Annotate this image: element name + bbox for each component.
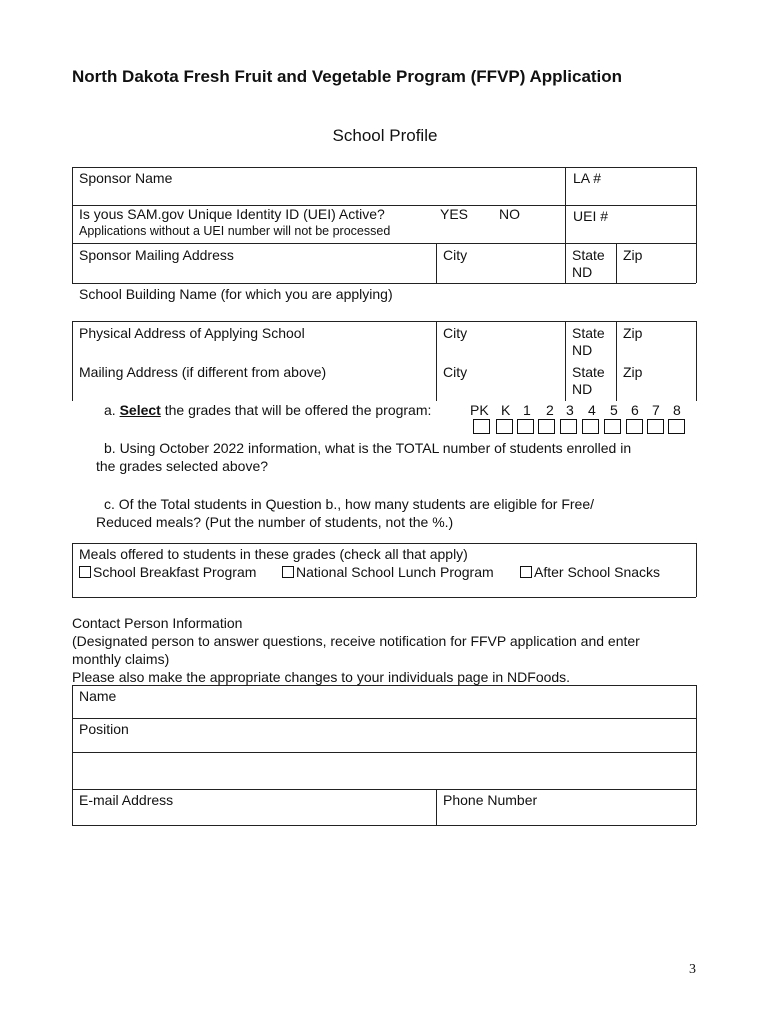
state-value: ND bbox=[572, 342, 593, 358]
question-a-prefix: a. bbox=[104, 402, 116, 418]
sponsor-mailing-address-label: Sponsor Mailing Address bbox=[79, 247, 234, 263]
meals-heading: Meals offered to students in these grades (check all that apply) bbox=[79, 546, 468, 562]
meal-option-label: After School Snacks bbox=[534, 564, 661, 580]
contact-heading: Contact Person Information bbox=[72, 615, 243, 631]
uei-no-option[interactable]: NO bbox=[499, 206, 520, 222]
grade-checkbox-5[interactable] bbox=[604, 419, 621, 434]
grade-label-5: 5 bbox=[610, 402, 618, 418]
zip-label: Zip bbox=[623, 247, 643, 263]
state-label: State bbox=[572, 247, 605, 263]
uei-question: Is yous SAM.gov Unique Identity ID (UEI) Active? bbox=[79, 206, 385, 222]
contact-phone-label: Phone Number bbox=[443, 792, 538, 808]
grade-label-6: 6 bbox=[631, 402, 639, 418]
contact-email-label: E-mail Address bbox=[79, 792, 174, 808]
checkbox-icon[interactable] bbox=[520, 566, 532, 578]
grade-label-k: K bbox=[501, 402, 511, 418]
grade-checkbox-3[interactable] bbox=[560, 419, 577, 434]
state-label: State bbox=[572, 325, 605, 341]
question-b-line2: the grades selected above? bbox=[96, 458, 269, 474]
city-label: City bbox=[443, 247, 468, 263]
uei-yes-option[interactable]: YES bbox=[440, 206, 469, 222]
city-label: City bbox=[443, 325, 468, 341]
page-title: North Dakota Fresh Fruit and Vegetable Program (FFVP) Application bbox=[72, 67, 623, 86]
zip-label: Zip bbox=[623, 364, 643, 380]
uei-note: Applications without a UEI number will not be processed bbox=[79, 224, 391, 238]
question-c-line2: Reduced meals? (Put the number of students, not the %.) bbox=[96, 514, 454, 530]
question-a-select: Select bbox=[119, 402, 161, 418]
meal-option-snacks[interactable] bbox=[520, 564, 660, 580]
school-building-name-label: School Building Name (for which you are applying) bbox=[79, 286, 393, 302]
contact-position-label: Position bbox=[79, 721, 129, 737]
question-a bbox=[104, 402, 431, 418]
grade-label-1: 1 bbox=[523, 402, 531, 418]
grade-checkbox-pk[interactable] bbox=[473, 419, 490, 434]
physical-address-label: Physical Address of Applying School bbox=[79, 325, 305, 341]
grade-checkbox-k[interactable] bbox=[496, 419, 513, 434]
contact-name-label: Name bbox=[79, 688, 117, 704]
grade-label-8: 8 bbox=[673, 402, 681, 418]
question-c-line1: c. Of the Total students in Question b., how many students are eligible for Free/ bbox=[104, 496, 594, 512]
mailing-address-label: Mailing Address (if different from above) bbox=[79, 364, 327, 380]
grade-label-3: 3 bbox=[566, 402, 574, 418]
state-label: State bbox=[572, 364, 605, 380]
meal-option-breakfast[interactable] bbox=[79, 564, 256, 580]
section-subtitle: School Profile bbox=[332, 126, 438, 145]
state-value: ND bbox=[572, 264, 593, 280]
sponsor-name-label: Sponsor Name bbox=[79, 170, 173, 186]
grade-checkbox-7[interactable] bbox=[647, 419, 664, 434]
grade-label-pk: PK bbox=[470, 402, 489, 418]
meal-option-label: School Breakfast Program bbox=[93, 564, 257, 580]
city-label: City bbox=[443, 364, 468, 380]
la-number-label: LA # bbox=[573, 170, 602, 186]
grade-checkbox-1[interactable] bbox=[517, 419, 534, 434]
uei-number-label: UEI # bbox=[573, 208, 609, 224]
contact-note-line3: Please also make the appropriate changes to your individuals page in NDFoods. bbox=[72, 669, 571, 685]
page-number: 3 bbox=[689, 962, 696, 977]
checkbox-icon[interactable] bbox=[79, 566, 91, 578]
checkbox-icon[interactable] bbox=[282, 566, 294, 578]
grade-label-7: 7 bbox=[652, 402, 660, 418]
contact-note-line1: (Designated person to answer questions, receive notification for FFVP application and enter bbox=[72, 633, 640, 649]
zip-label: Zip bbox=[623, 325, 643, 341]
grade-checkbox-8[interactable] bbox=[668, 419, 685, 434]
grade-label-2: 2 bbox=[546, 402, 554, 418]
grade-checkbox-4[interactable] bbox=[582, 419, 599, 434]
meal-option-label: National School Lunch Program bbox=[296, 564, 494, 580]
grade-label-4: 4 bbox=[588, 402, 596, 418]
state-value: ND bbox=[572, 381, 593, 397]
question-a-text: the grades that will be offered the program: bbox=[164, 402, 432, 418]
contact-note-line2: monthly claims) bbox=[72, 651, 170, 667]
meal-option-lunch[interactable] bbox=[282, 564, 494, 580]
grade-checkbox-2[interactable] bbox=[538, 419, 555, 434]
grade-checkbox-6[interactable] bbox=[626, 419, 643, 434]
question-b-line1: b. Using October 2022 information, what is the TOTAL number of students enrolled in bbox=[104, 440, 632, 456]
